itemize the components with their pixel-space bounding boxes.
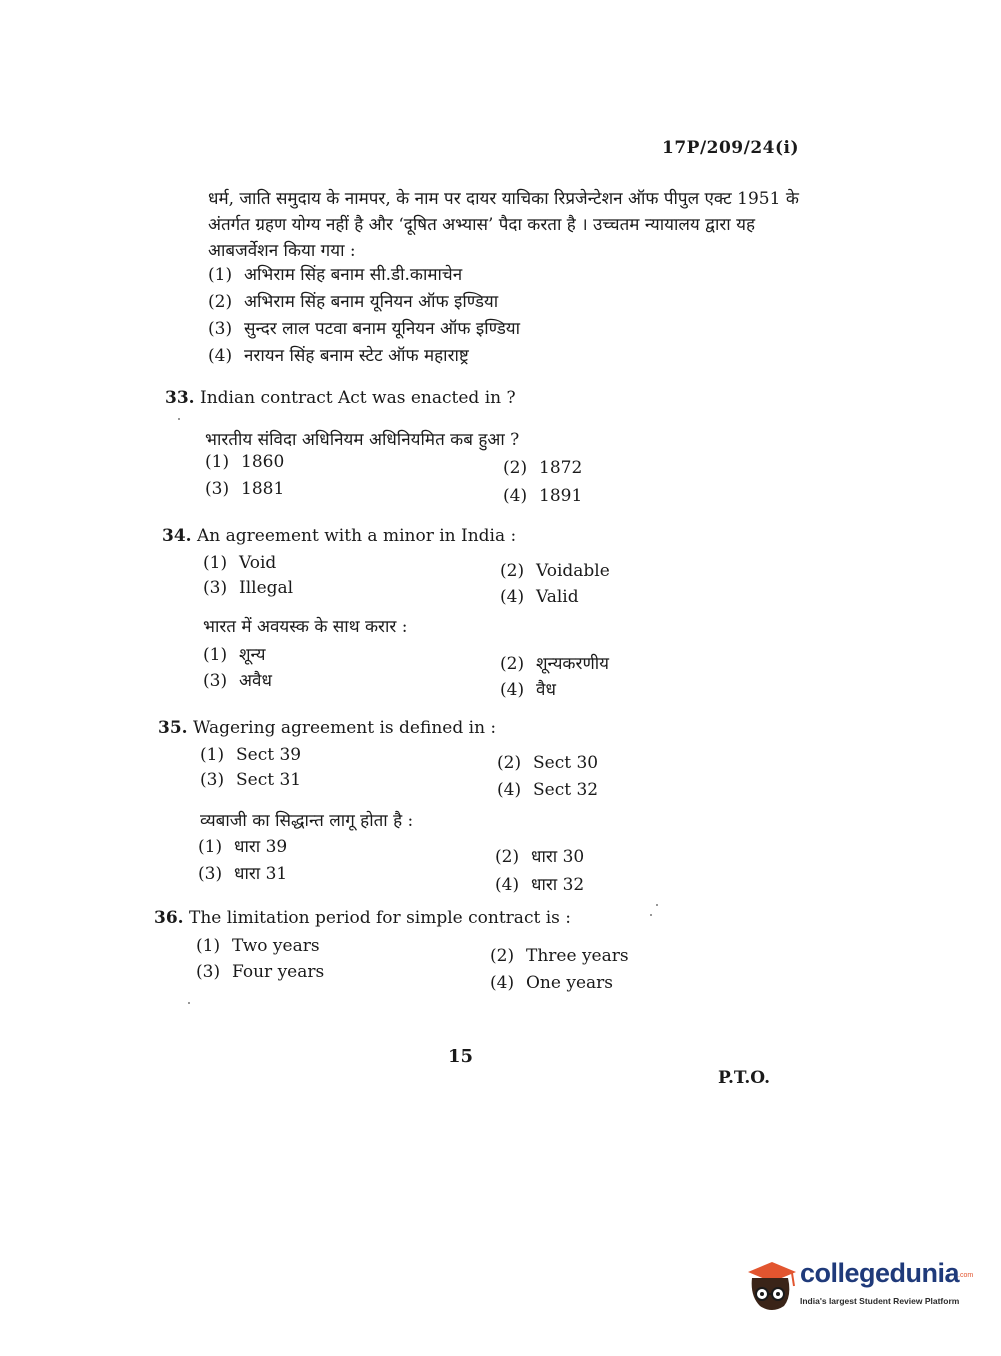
- question-number: 33.: [165, 388, 195, 408]
- q33-stem-hi: भारतीय संविदा अधिनियम अधिनियमित कब हुआ ?: [205, 430, 520, 450]
- option-text: Sect 32: [533, 780, 599, 800]
- option-number: (4): [495, 875, 520, 895]
- q33-option-4: [503, 486, 582, 506]
- collegedunia-logo: [740, 1248, 974, 1320]
- q33-option-3: [205, 479, 284, 499]
- option-text: Voidable: [536, 561, 610, 581]
- option-number: (4): [497, 780, 522, 800]
- option-text: वैध: [536, 680, 556, 700]
- option-text: 1872: [539, 458, 583, 478]
- q34-option-hi-1: [203, 642, 265, 665]
- q34-option-hi-3: [203, 668, 272, 691]
- option-text: सुन्दर लाल पटवा बनाम यूनियन ऑफ इण्डिया: [244, 319, 521, 339]
- question-number: 35.: [158, 718, 188, 738]
- q34-option-en-2: [500, 561, 610, 581]
- question-text: The limitation period for simple contract is :: [188, 908, 571, 928]
- option-number: (2): [500, 561, 525, 581]
- option-text: अभिराम सिंह बनाम यूनियन ऑफ इण्डिया: [244, 292, 499, 312]
- option-number: (2): [497, 753, 522, 773]
- q33-option-2: [503, 458, 582, 478]
- option-text: शून्य: [239, 645, 266, 665]
- q35-option-en-1: [200, 745, 301, 765]
- q36-stem-en: [154, 908, 571, 928]
- q36-option-1: [196, 936, 320, 956]
- option-text: Two years: [232, 936, 320, 956]
- option-number: (1): [208, 265, 233, 285]
- scan-speck: [656, 904, 658, 906]
- option-text: 1891: [539, 486, 583, 506]
- option-text: धारा 31: [234, 864, 288, 884]
- option-text: शून्यकरणीय: [536, 654, 609, 674]
- q35-option-en-2: [497, 753, 598, 773]
- scan-speck: [188, 1002, 190, 1004]
- question-text: Indian contract Act was enacted in ?: [199, 388, 516, 408]
- q34-stem-en: [162, 526, 516, 546]
- q35-option-en-3: [200, 770, 301, 790]
- page-number: 15: [448, 1046, 474, 1067]
- brand-tagline: India's largest Student Review Platform: [800, 1296, 960, 1306]
- q36-option-4: [490, 973, 613, 993]
- paper-code: 17P/209/24(i): [662, 138, 800, 158]
- option-number: (1): [200, 745, 225, 765]
- option-text: Three years: [526, 946, 629, 966]
- option-number: (3): [203, 671, 228, 691]
- q33-stem-en: [165, 388, 516, 408]
- q34-option-en-1: [203, 553, 276, 573]
- brand-suffix: .com: [958, 1272, 974, 1279]
- q34-option-en-4: [500, 587, 579, 607]
- q35-stem-en: [158, 718, 496, 738]
- pto-label: P.T.O.: [718, 1068, 770, 1088]
- option-number: (1): [196, 936, 221, 956]
- option-text: अवैध: [239, 671, 272, 691]
- q36-option-3: [196, 962, 324, 982]
- option-text: Valid: [536, 587, 579, 607]
- option-number: (1): [205, 452, 230, 472]
- option-number: (2): [495, 847, 520, 867]
- option-number: (2): [500, 654, 525, 674]
- q34-option-hi-2: [500, 651, 609, 674]
- question-text: An agreement with a minor in India :: [196, 526, 517, 546]
- q32-option-1: [208, 262, 462, 285]
- brand-name: collegedunia: [800, 1258, 960, 1288]
- option-text: Sect 30: [533, 753, 599, 773]
- option-number: (4): [500, 680, 525, 700]
- option-text: One years: [526, 973, 614, 993]
- q34-option-hi-4: [500, 677, 556, 700]
- option-number: (1): [198, 837, 223, 857]
- q35-option-en-4: [497, 780, 598, 800]
- q35-option-hi-2: [495, 844, 584, 867]
- option-text: 1860: [241, 452, 285, 472]
- option-number: (3): [208, 319, 233, 339]
- option-number: (2): [208, 292, 233, 312]
- q35-option-hi-1: [198, 834, 287, 857]
- q34-stem-hi: भारत में अवयस्क के साथ करार :: [203, 617, 408, 637]
- option-text: Void: [239, 553, 277, 573]
- option-number: (4): [208, 346, 233, 366]
- q34-option-en-3: [203, 578, 293, 598]
- option-number: (4): [490, 973, 515, 993]
- option-number: (3): [205, 479, 230, 499]
- q32-option-2: [208, 289, 498, 312]
- option-text: Sect 31: [236, 770, 302, 790]
- option-number: (3): [203, 578, 228, 598]
- option-text: धारा 32: [531, 875, 585, 895]
- option-text: 1881: [241, 479, 285, 499]
- question-text: Wagering agreement is defined in :: [192, 718, 497, 738]
- question-number: 36.: [154, 908, 184, 928]
- scan-speck: [650, 914, 652, 916]
- scan-speck: [178, 418, 180, 420]
- option-number: (3): [200, 770, 225, 790]
- option-number: (2): [490, 946, 515, 966]
- q33-option-1: [205, 452, 284, 472]
- option-number: (1): [203, 553, 228, 573]
- mascot-icon: [742, 1254, 798, 1314]
- option-text: Illegal: [239, 578, 294, 598]
- option-number: (2): [503, 458, 528, 478]
- q35-option-hi-4: [495, 872, 584, 895]
- q36-option-2: [490, 946, 629, 966]
- q32-text: धर्म, जाति समुदाय के नामपर, के नाम पर दायर याचिका रिप्रजेन्टेशन ऑफ पीपुल एक्ट 1951 के अंतर्गत ग्रहण योग्य नहीं है और ‘दूषित अभ्यास’ पैदा करता है । उच्चतम न्यायालय द्वारा यह आबजर्वेशन किया गया :: [208, 189, 799, 261]
- option-text: Four years: [232, 962, 325, 982]
- option-text: Sect 39: [236, 745, 302, 765]
- q32-option-4: [208, 343, 469, 366]
- q35-option-hi-3: [198, 861, 287, 884]
- option-text: धारा 39: [234, 837, 288, 857]
- q35-stem-hi: व्यबाजी का सिद्धान्त लागू होता है :: [200, 811, 414, 831]
- option-number: (4): [503, 486, 528, 506]
- option-number: (3): [198, 864, 223, 884]
- option-number: (3): [196, 962, 221, 982]
- option-text: धारा 30: [531, 847, 585, 867]
- option-text: अभिराम सिंह बनाम सी.डी.कामाचेन: [244, 265, 463, 285]
- question-number: 34.: [162, 526, 192, 546]
- option-text: नरायन सिंह बनाम स्टेट ऑफ महाराष्ट्र: [244, 346, 469, 366]
- option-number: (1): [203, 645, 228, 665]
- option-number: (4): [500, 587, 525, 607]
- q32-option-3: [208, 316, 520, 339]
